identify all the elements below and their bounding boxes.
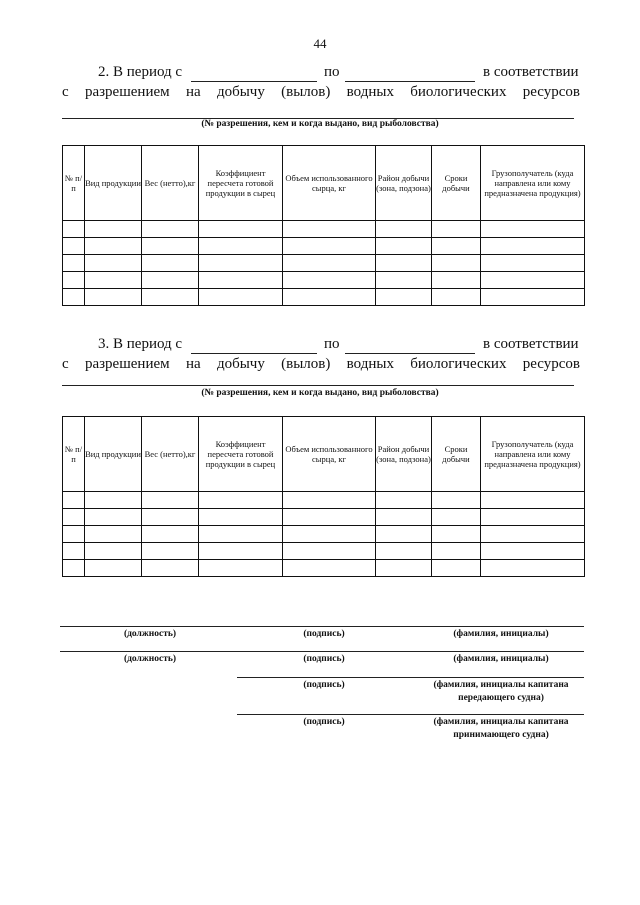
col-catch-area: Район добычи (зона, подзона) — [376, 417, 432, 492]
period-suffix: в соответствии — [483, 64, 579, 80]
catch-table — [62, 145, 585, 306]
period-start-field[interactable] — [191, 353, 317, 354]
period-end-field[interactable] — [345, 353, 475, 354]
period-suffix: в соответствии — [483, 336, 579, 352]
col-net-weight: Вес (нетто),кг — [142, 417, 199, 492]
permit-field[interactable] — [62, 385, 574, 386]
table-row — [63, 543, 585, 560]
permit-caption: (№ разрешения, кем и когда выдано, вид рыболовства) — [201, 119, 439, 129]
col-conversion-coef: Коэффициент пересчета готовой продукции в сырец — [199, 417, 283, 492]
signature-line[interactable] — [60, 651, 584, 652]
period-prefix: 3. В период с — [98, 336, 183, 352]
period-prefix: 2. В период с — [98, 64, 183, 80]
table-row — [63, 255, 585, 272]
period-mid: по — [324, 64, 340, 80]
period-mid: по — [324, 336, 340, 352]
page-number: 44 — [313, 36, 327, 51]
signature-line[interactable] — [237, 677, 584, 678]
period-end-field[interactable] — [345, 81, 475, 82]
table-header-row — [63, 146, 585, 221]
col-product-type: Вид продукции — [85, 417, 142, 492]
table-row — [63, 560, 585, 577]
table-row — [63, 272, 585, 289]
col-catch-dates: Сроки добычи — [432, 146, 481, 221]
signature-label: (подпись) — [303, 654, 345, 664]
table-row — [63, 526, 585, 543]
table-row — [63, 492, 585, 509]
name-label: (фамилия, инициалы) — [453, 629, 549, 639]
table-row — [63, 509, 585, 526]
table-row — [63, 289, 585, 306]
permit-caption: (№ разрешения, кем и когда выдано, вид рыболовства) — [201, 388, 439, 398]
signature-line[interactable] — [237, 714, 584, 715]
col-number: № п/п — [63, 146, 85, 221]
signature-label: (подпись) — [303, 629, 345, 639]
signature-line[interactable] — [60, 626, 584, 627]
position-label: (должность) — [123, 629, 177, 639]
col-raw-volume: Объем использованного сырца, кг — [283, 417, 376, 492]
table-row — [63, 221, 585, 238]
table-header-row — [63, 417, 585, 492]
col-raw-volume: Объем использованного сырца, кг — [283, 146, 376, 221]
col-consignee: Грузополучатель (куда направлена или кому предназначена продукция) — [481, 146, 585, 221]
permit-line: с разрешением на добычу (вылов) водных биологических ресурсов — [62, 84, 580, 100]
col-consignee: Грузополучатель (куда направлена или кому предназначена продукция) — [481, 417, 585, 492]
captain-sender-label: (фамилия, инициалы капитана передающего судна) — [433, 680, 569, 703]
col-catch-dates: Сроки добычи — [432, 417, 481, 492]
col-product-type: Вид продукции — [85, 146, 142, 221]
captain-receiver-label: (фамилия, инициалы капитана принимающего судна) — [433, 717, 569, 740]
position-label: (должность) — [123, 654, 177, 664]
catch-table — [62, 416, 585, 577]
col-conversion-coef: Коэффициент пересчета готовой продукции в сырец — [199, 146, 283, 221]
table-row — [63, 238, 585, 255]
period-start-field[interactable] — [191, 81, 317, 82]
col-net-weight: Вес (нетто),кг — [142, 146, 199, 221]
col-number: № п/п — [63, 417, 85, 492]
signature-label: (подпись) — [303, 717, 345, 727]
col-catch-area: Район добычи (зона, подзона) — [376, 146, 432, 221]
name-label: (фамилия, инициалы) — [453, 654, 549, 664]
signature-label: (подпись) — [303, 680, 345, 690]
permit-line: с разрешением на добычу (вылов) водных биологических ресурсов — [62, 356, 580, 372]
